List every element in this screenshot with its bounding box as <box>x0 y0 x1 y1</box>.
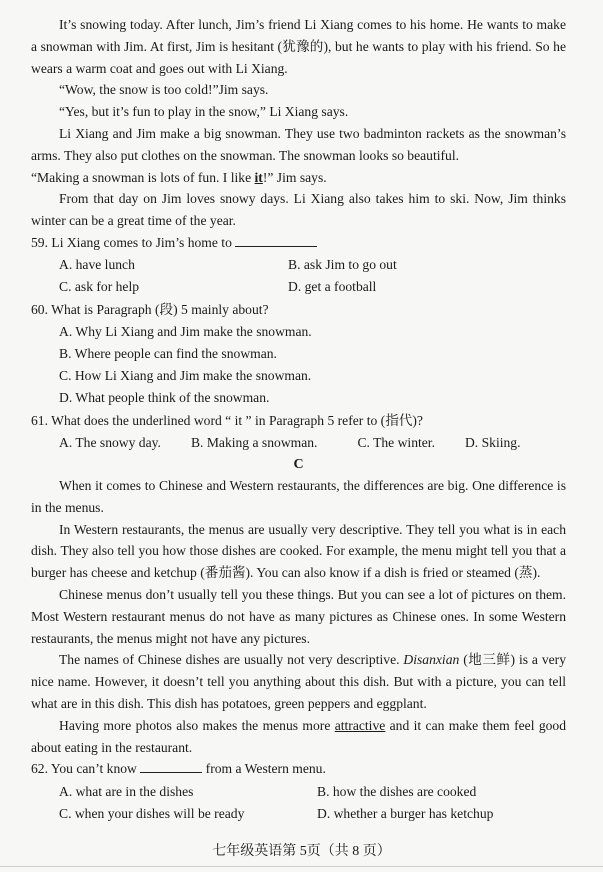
question-60-option-d: D. What people think of the snowman. <box>59 390 270 406</box>
passage-b-paragraph-6: From that day on Jim loves snowy days. Li Xiang also takes him to ski. Now, Jim thinks winter can be a great time of the year. <box>31 191 566 229</box>
paragraph-5c-text-before: Having more photos also makes the menus more <box>59 717 335 733</box>
question-59-option-c: C. ask for help <box>59 279 140 295</box>
passage-b-paragraph-1: It’s snowing today. After lunch, Jim’s friend Li Xiang comes to his home. He wants to make a snowman with Jim. At first, Jim is hesitant (犹豫的), but he wants to play with his friend. So he wears a warm coat and goes out with Li Xiang. <box>31 17 566 76</box>
passage-c-paragraph-2: In Western restaurants, the menus are usually very descriptive. They tell you what is in each dish. They also tell you how those dishes are cooked. For example, the menu might tell you that a burger has cheese and ketchup (番茄酱). You can also know if a dish is fried or steamed (蒸). <box>31 521 566 581</box>
underlined-word-it: it <box>254 169 263 185</box>
paragraph-5-text-before: “Making a snowman is lots of fun. I like <box>31 169 255 185</box>
passage-c-paragraph-1: When it comes to Chinese and Western restaurants, the differences are big. One difference is in the menus. <box>31 478 566 515</box>
question-61-option-b: B. Making a snowman. <box>190 434 318 450</box>
passage-b-paragraph-3: “Yes, but it’s fun to play in the snow,” Li Xiang says. <box>59 104 349 120</box>
passage-c-paragraph-5 <box>31 715 566 759</box>
passage-c-paragraph-4 <box>31 649 566 714</box>
question-59 <box>31 232 566 254</box>
question-60-stem: 60. What is Paragraph (段) 5 mainly about? <box>31 301 269 317</box>
question-60-option-a: A. Why Li Xiang and Jim make the snowman. <box>59 323 312 339</box>
bottom-divider <box>0 866 603 867</box>
question-62-option-d: D. whether a burger has ketchup <box>317 805 494 821</box>
passage-b-paragraph-5 <box>31 167 566 189</box>
paragraph-5-text-after: !” Jim says. <box>262 169 327 185</box>
question-60-option-b: B. Where people can find the snowman. <box>59 345 277 361</box>
passage-c-paragraph-3: Chinese menus don’t usually tell you these things. But you can see a lot of pictures on them. Most Western restaurant menus do not have as many pictures as Chinese ones. In some Western restaurants, the menus might not have any pictures. <box>31 586 566 646</box>
question-61-stem: 61. What does the underlined word “ it ” in Paragraph 5 refer to (指代)? <box>31 412 423 428</box>
question-62-stem-before: 62. You can’t know <box>31 761 141 777</box>
page-content <box>31 14 566 825</box>
question-62-option-b: B. how the dishes are cooked <box>317 783 477 799</box>
question-62-option-c: C. when your dishes will be ready <box>59 805 245 821</box>
paragraph-4-text-before: The names of Chinese dishes are usually not very descriptive. <box>59 652 404 668</box>
answer-blank <box>140 760 202 773</box>
question-59-option-d: D. get a football <box>288 279 377 295</box>
question-61-option-a: A. The snowy day. <box>59 434 161 450</box>
question-61-option-d: D. Skiing. <box>464 434 521 450</box>
question-59-stem: 59. Li Xiang comes to Jim’s home to <box>31 234 236 250</box>
question-62-option-a: A. what are in the dishes <box>59 783 194 799</box>
question-61-options <box>31 432 566 454</box>
question-59-option-a: A. have lunch <box>59 257 135 273</box>
question-62-options <box>31 781 566 825</box>
passage-b-paragraph-4: Li Xiang and Jim make a big snowman. They use two badminton rackets as the snowman’s arms. They also put clothes on the snowman. The snowman looks so beautiful. <box>31 125 566 163</box>
question-61-option-c: C. The winter. <box>357 434 435 450</box>
underlined-word-attractive: attractive <box>334 717 386 733</box>
section-c-heading: C <box>293 457 304 472</box>
question-59-option-b: B. ask Jim to go out <box>288 257 397 273</box>
question-62 <box>31 758 566 780</box>
paragraph-5c-text-after: and it can make them feel good about eating in the restaurant. <box>31 717 567 755</box>
paragraph-4-text-after: (地三鲜) is a very nice name. However, it doesn’t tell you anything about this dish. But with a picture, you can tell what are in this dish. This dish has potatoes, green peppers and eggplant. <box>31 652 567 711</box>
answer-blank <box>235 234 317 247</box>
page-footer: 七年级英语第 5页（共 8 页） <box>212 844 391 859</box>
dish-name-disanxian: Disanxian <box>403 652 460 668</box>
question-60-options <box>31 321 566 410</box>
passage-b-paragraph-2: “Wow, the snow is too cold!”Jim says. <box>59 82 269 98</box>
question-62-stem-after: from a Western menu. <box>202 761 326 777</box>
question-59-options <box>31 254 566 298</box>
question-60-option-c: C. How Li Xiang and Jim make the snowman. <box>59 368 312 384</box>
